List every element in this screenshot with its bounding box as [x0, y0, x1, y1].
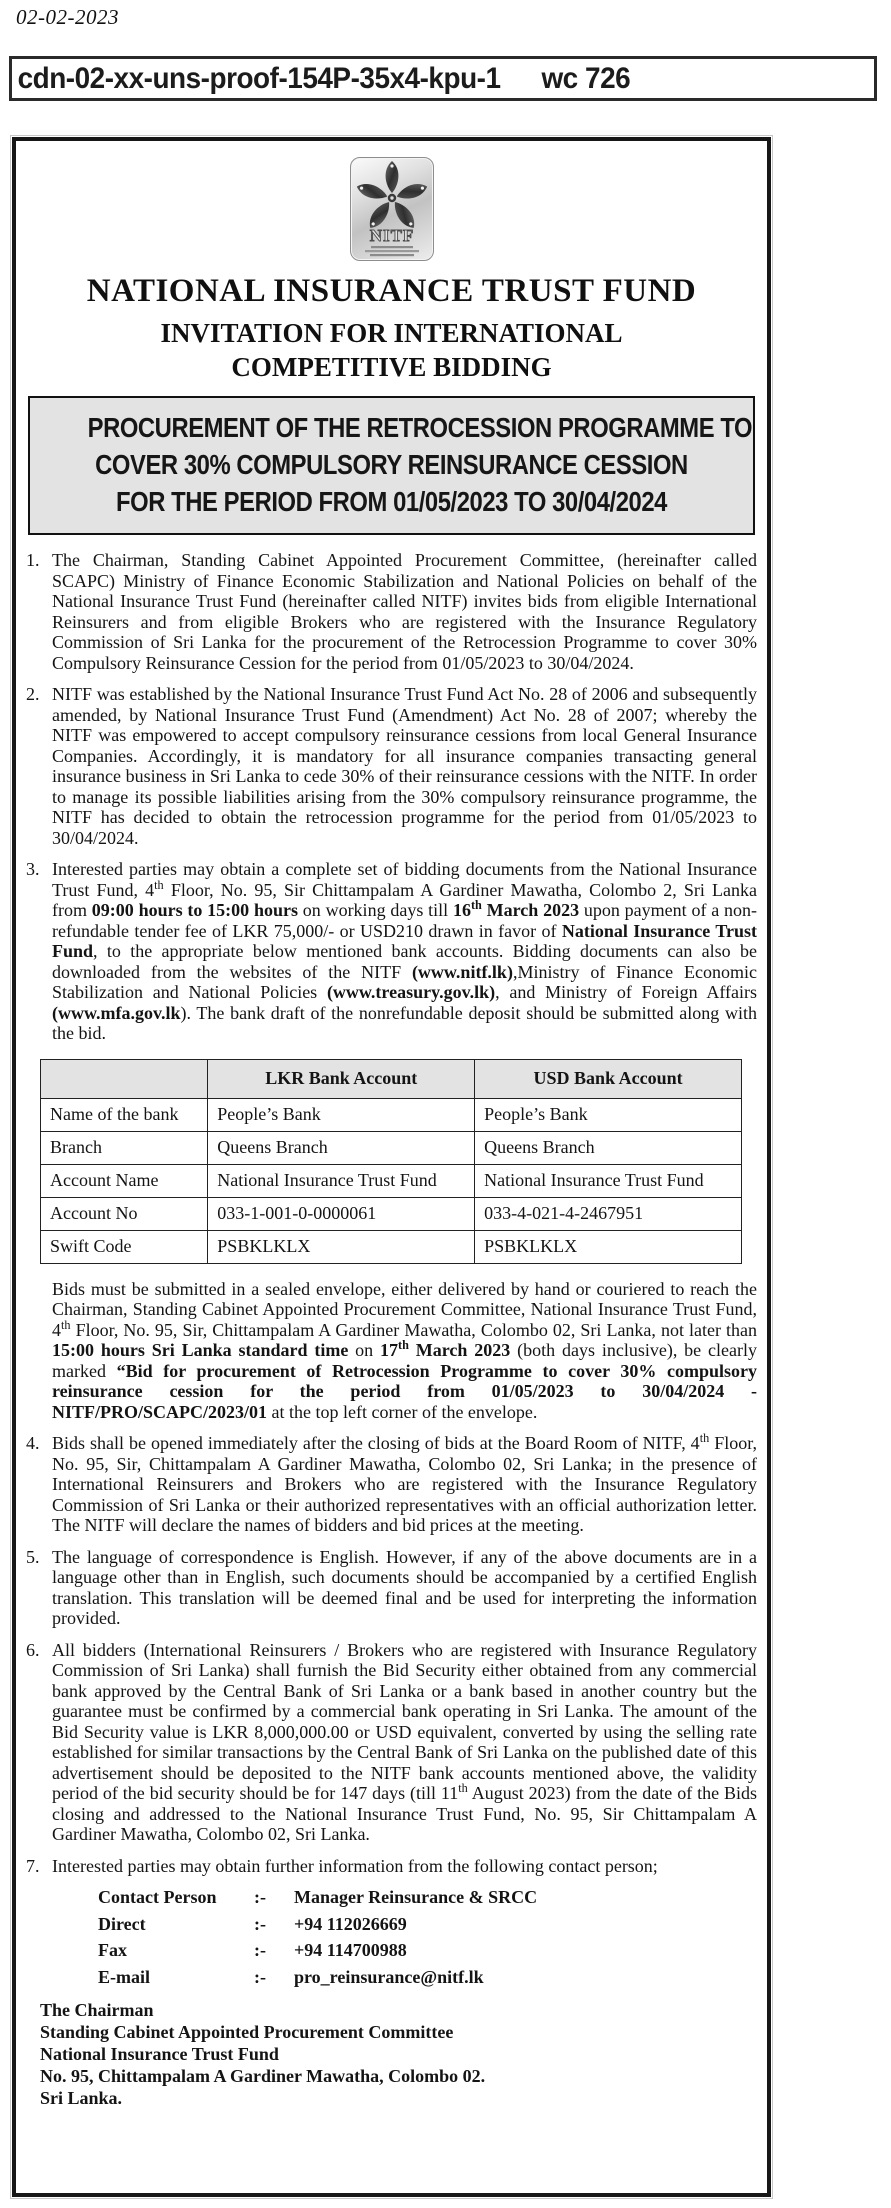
- logo-caption-line: [371, 246, 413, 248]
- nitf-logo: [350, 157, 434, 261]
- contact-value: +94 114700988: [294, 1940, 407, 1960]
- item-1: [26, 550, 757, 673]
- contact-value: +94 112026669: [294, 1913, 407, 1934]
- bid-submission-paragraph: Bids must be submitted in a sealed envelope, either delivered by hand or couriered to reach the Chairman, Standing Cabinet Appointed Procurement Committee, National Insurance Trust Fund, 4th Floor, No. 95, Sir, Chittampalam A Gardiner Mawatha, Colombo 02, Sri Lanka, not later than 15:00 hours Sri Lanka standard time on 17th March 2023 (both days inclusive), be clearly marked “Bid for procurement of Retrocession Programme to cover 30% compulsory reinsurance cession for the period from 01/05/2023 to 30/04/2024 - NITF/PRO/SCAPC/2023/01 at the top left corner of the envelope.: [52, 1278, 757, 1422]
- nitf-logo-abbr: NITF: [369, 226, 414, 245]
- signature-line-5: Sri Lanka.: [40, 2088, 123, 2108]
- contact-separator: :-: [254, 1940, 266, 1960]
- contact-label: Direct: [98, 1913, 146, 1934]
- contact-label: Fax: [98, 1940, 127, 1960]
- item-3: [26, 859, 757, 1044]
- contact-separator: :-: [254, 1966, 266, 1987]
- bank-accounts-table: [40, 1059, 742, 1264]
- item-3-text: Interested parties may obtain a complete set of bidding documents from the National Insurance Trust Fund, 4th Floor, No. 95, Sir Chittampalam A Gardiner Mawatha, Colombo 2, Sri Lanka from 09:00 hours to 15:00 hours on working days till 16th March 2023 upon payment of a non-refundable tender fee of LKR 75,000/- or USD210 drawn in favor of National Insurance Trust Fund, to the appropriate below mentioned bank accounts. Bidding documents can also be downloaded from the websites of the NITF (www.nitf.lk),Ministry of Finance Economic Stabilization and National Policies (www.treasury.gov.lk), and Ministry of Foreign Affairs (www.mfa.gov.lk). The bank draft of the nonrefundable deposit should be submitted along with the bid.: [52, 859, 758, 1043]
- nitf-logo-graphic: [351, 158, 433, 260]
- contact-person-row: [98, 1887, 757, 1908]
- proof-code: cdn-02-xx-uns-proof-154P-35x4-kpu-1: [17, 61, 501, 95]
- contact-label: Contact Person: [98, 1887, 217, 1907]
- row-label: Name of the bank: [41, 1098, 208, 1131]
- item-6-number: 6.: [26, 1639, 40, 1660]
- row-lkr-value: People’s Bank: [208, 1098, 475, 1131]
- word-count: wc 726: [541, 61, 631, 95]
- item-7-number: 7.: [26, 1855, 40, 1876]
- item-2: [26, 684, 757, 848]
- contact-value: Manager Reinsurance & SRCC: [294, 1887, 538, 1907]
- proof-date: 02-02-2023: [16, 5, 119, 29]
- notice-line-2: COVER 30% COMPULSORY REINSURANCE CESSION: [95, 449, 688, 480]
- table-row: [41, 1197, 742, 1230]
- table-row: [41, 1164, 742, 1197]
- proof-code-box: [9, 56, 877, 101]
- logo-caption-line: [370, 254, 414, 256]
- logo-caption-line: [365, 250, 419, 252]
- row-usd-value: 033-4-021-4-2467951: [475, 1197, 742, 1230]
- table-row: [41, 1131, 742, 1164]
- item-1-number: 1.: [26, 550, 40, 570]
- row-label: Branch: [41, 1131, 208, 1164]
- table-header-lkr: LKR Bank Account: [208, 1059, 475, 1098]
- item-7: [26, 1856, 757, 1877]
- subtitle-line-2: COMPETITIVE BIDDING: [231, 352, 552, 382]
- table-header-empty: [41, 1059, 208, 1098]
- numbered-items: [26, 550, 757, 2109]
- row-usd-value: People’s Bank: [475, 1098, 742, 1131]
- item-2-number: 2.: [26, 684, 40, 704]
- subtitle-line-1: INVITATION FOR INTERNATIONAL: [160, 318, 623, 348]
- item-2-text: NITF was established by the National Insurance Trust Fund Act No. 28 of 2006 and subsequently amended, by National Insurance Trust Fund (Amendment) Act No. 28 of 2007; whereby the NITF was empowered to accept compulsory reinsurance cessions from local General Insurance Companies. Accordingly, it is mandatory for all insurance companies transacting general insurance business in Sri Lanka to cede 30% of their reinsurance cessions with the NITF. In order to manage its possible liabilities arising from the 30% compulsory reinsurance programme, the NITF has decided to obtain the retrocession programme for the period from 01/05/2023 to 30/04/2024.: [52, 684, 757, 848]
- signature-line-3: National Insurance Trust Fund: [40, 2044, 279, 2064]
- row-lkr-value: National Insurance Trust Fund: [208, 1164, 475, 1197]
- row-label: Account Name: [41, 1164, 208, 1197]
- row-label: Account No: [41, 1197, 208, 1230]
- item-6: [26, 1640, 757, 1845]
- item-5-number: 5.: [26, 1546, 40, 1567]
- table-header-usd: USD Bank Account: [475, 1059, 742, 1098]
- contact-fax-row: [98, 1940, 757, 1961]
- row-lkr-value: Queens Branch: [208, 1131, 475, 1164]
- item-5-text: The language of correspondence is English. However, if any of the above documents are in a language other than in English, such documents should be accompanied by a certified English translation. This translation will be deemed final and be used for interpreting the information provided.: [52, 1546, 757, 1628]
- table-row: [41, 1230, 742, 1263]
- row-usd-value: PSBKLKLX: [475, 1230, 742, 1263]
- contact-value: pro_reinsurance@nitf.lk: [294, 1966, 484, 1987]
- item-4-text: Bids shall be opened immediately after the closing of bids at the Board Room of NITF, 4th Floor, No. 95, Sir, Chittampalam A Gardiner Mawatha, Colombo 02, Sri Lanka; in the presence of International Reinsurers and Brokers who are registered with the Insurance Regulatory Commission of Sri Lanka or their authorized representatives with an official authorization letter. The NITF will declare the names of bidders and bid prices at the meeting.: [52, 1431, 757, 1535]
- notice-line-1: PROCUREMENT OF THE RETROCESSION PROGRAMME TO: [87, 412, 753, 443]
- item-7-text: Interested parties may obtain further information from the following contact person;: [52, 1855, 658, 1876]
- item-3-number: 3.: [26, 859, 40, 879]
- table-header-row: [41, 1059, 742, 1098]
- row-usd-value: Queens Branch: [475, 1131, 742, 1164]
- contact-block: [98, 1887, 757, 1987]
- row-lkr-value: PSBKLKLX: [208, 1230, 475, 1263]
- item-4-number: 4.: [26, 1433, 40, 1453]
- item-5: [26, 1547, 757, 1629]
- signature-line-2: Standing Cabinet Appointed Procurement Committee: [40, 2022, 454, 2042]
- contact-label: E-mail: [98, 1966, 150, 1987]
- procurement-notice-box: [28, 396, 755, 535]
- notice-line-3: FOR THE PERIOD FROM 01/05/2023 TO 30/04/2024: [116, 486, 667, 517]
- row-lkr-value: 033-1-001-0-0000061: [208, 1197, 475, 1230]
- contact-direct-row: [98, 1914, 757, 1935]
- row-label: Swift Code: [41, 1230, 208, 1263]
- contact-separator: :-: [254, 1913, 266, 1934]
- contact-email-row: [98, 1967, 757, 1988]
- item-1-text: The Chairman, Standing Cabinet Appointed Procurement Committee, (hereinafter called SCAPC) Ministry of Finance Economic Stabilization and National Policies on behalf of the National Insurance Trust Fund (hereinafter called NITF) invites bids from eligible International Reinsurers and from eligible Brokers who are registered with the Insurance Regulatory Commission of Sri Lanka for the procurement of the Retrocession Programme to cover 30% Compulsory Reinsurance Cession for the period from 01/05/2023 to 30/04/2024.: [52, 550, 757, 673]
- table-row: [41, 1098, 742, 1131]
- row-usd-value: National Insurance Trust Fund: [475, 1164, 742, 1197]
- invitation-subtitle: [26, 316, 757, 384]
- advertisement-frame: [12, 137, 771, 2197]
- signature-line-1: The Chairman: [40, 2000, 154, 2020]
- signature-line-4: No. 95, Chittampalam A Gardiner Mawatha, Colombo 02.: [40, 2066, 486, 2086]
- flower-icon: [354, 161, 428, 232]
- signature-block: [40, 1999, 757, 2109]
- item-4: [26, 1433, 757, 1536]
- item-6-text: All bidders (International Reinsurers / Brokers who are registered with Insurance Regulatory Commission of Sri Lanka) shall furnish the Bid Security either obtained from any commercial bank approved by the Central Bank of Sri Lanka or a bank based in another country but the guarantee must be confirmed by a commercial bank operating in Sri Lanka. The amount of the Bid Security value is LKR 8,000,000.00 or USD equivalent, converted by using the selling rate established for similar transactions by the Central Bank of Sri Lanka on the published date of this advertisement should be deposited to the NITF bank accounts mentioned above, the validity period of the bid security should be for 147 days (till 11th August 2023) from the date of the Bids closing and addressed to the National Insurance Trust Fund, No. 95, Sir Chittampalam A Gardiner Mawatha, Colombo 02, Sri Lanka.: [52, 1639, 757, 1844]
- contact-separator: :-: [254, 1887, 266, 1907]
- organization-title: NATIONAL INSURANCE TRUST FUND: [86, 273, 697, 309]
